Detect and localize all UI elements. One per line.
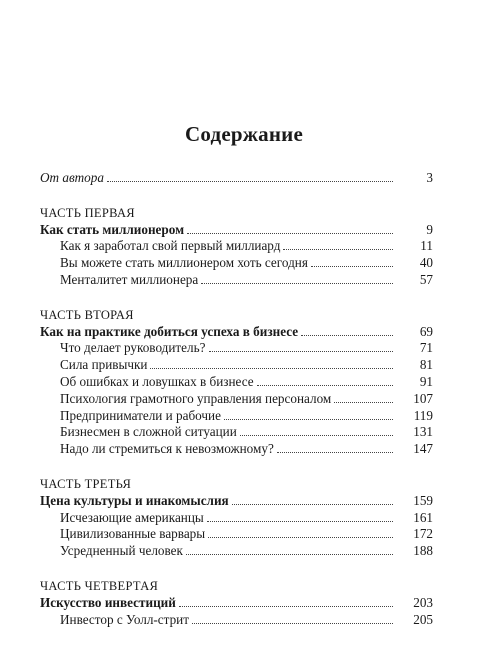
- part-heading-label: ЧАСТЬ ТРЕТЬЯ: [40, 476, 132, 491]
- part-heading-3: [40, 476, 433, 493]
- dot-leader: [334, 392, 393, 403]
- toc-entry-section[interactable]: [40, 441, 433, 458]
- toc-title: Содержание: [185, 122, 303, 146]
- toc-entry-label: Как на практике добиться успеха в бизнесе: [40, 323, 299, 339]
- toc-entry-label: Исчезающие американцы: [60, 509, 204, 525]
- dot-leader: [186, 544, 393, 555]
- part-heading-label: ЧАСТЬ ПЕРВАЯ: [40, 205, 135, 220]
- part-heading-label: ЧАСТЬ ВТОРАЯ: [40, 307, 134, 322]
- dot-leader: [192, 613, 393, 624]
- toc-entry-page: 147: [413, 441, 433, 457]
- toc-entry-page: 161: [413, 509, 433, 525]
- toc-entry-label: Об ошибках и ловушках в бизнесе: [60, 373, 254, 389]
- toc-entry-label: Инвестор с Уолл-стрит: [60, 611, 190, 627]
- toc-entry-section[interactable]: [40, 340, 433, 357]
- toc-entry-page: 131: [413, 424, 433, 440]
- part-heading-1: [40, 205, 433, 222]
- toc-entry-chapter[interactable]: [40, 222, 433, 239]
- toc-entry-label: Сила привычки: [60, 357, 148, 373]
- toc-entry-section[interactable]: [40, 238, 433, 255]
- toc-entry-page: 11: [420, 238, 433, 254]
- dot-leader: [150, 358, 393, 369]
- dot-leader: [209, 341, 394, 352]
- toc-entry-section[interactable]: [40, 424, 433, 441]
- dot-leader: [187, 223, 393, 234]
- toc-entry-section[interactable]: [40, 272, 433, 289]
- part-heading-label: ЧАСТЬ ЧЕТВЕРТАЯ: [40, 578, 159, 593]
- toc-entry-page: 71: [419, 340, 433, 356]
- dot-leader: [311, 256, 393, 267]
- dot-leader: [232, 494, 393, 505]
- toc-entry-chapter[interactable]: [40, 324, 433, 341]
- toc-entry-page: 205: [413, 611, 433, 627]
- toc-entry-page: 81: [419, 357, 433, 373]
- dot-leader: [208, 527, 393, 538]
- toc-entry-label: Предприниматели и рабочие: [60, 407, 221, 423]
- dot-leader: [224, 409, 393, 420]
- toc-entry-label: Менталитет миллионера: [60, 271, 199, 287]
- toc-entry-page: 57: [419, 271, 433, 287]
- toc-entry-label: Искусство инвестиций: [40, 594, 176, 610]
- dot-leader: [301, 325, 393, 336]
- toc-entry-label: Надо ли стремиться к невозможному?: [60, 441, 274, 457]
- dot-leader: [107, 171, 393, 182]
- toc-entry-page: 40: [419, 255, 433, 271]
- toc-entry-page: 119: [413, 407, 433, 423]
- toc-entry-label: Как стать миллионером: [40, 221, 185, 237]
- dot-leader: [257, 375, 393, 386]
- toc-entry-page: 188: [413, 543, 433, 559]
- toc-entry-label: От автора: [40, 170, 104, 185]
- part-heading-4: [40, 578, 433, 595]
- dot-leader: [277, 442, 393, 453]
- toc-entry-page: 3: [426, 170, 433, 185]
- toc-entry-chapter[interactable]: [40, 595, 433, 612]
- dot-leader: [201, 273, 393, 284]
- toc-entry-section[interactable]: [40, 391, 433, 408]
- toc-entry-foreword[interactable]: [40, 170, 433, 187]
- toc-entry-label: Цивилизованные варвары: [60, 526, 206, 542]
- toc-entry-section[interactable]: [40, 543, 433, 560]
- toc-entry-label: Бизнесмен в сложной ситуации: [60, 424, 237, 440]
- dot-leader: [207, 511, 393, 522]
- toc-entry-section[interactable]: [40, 612, 433, 629]
- toc-entry-chapter[interactable]: [40, 493, 433, 510]
- toc-entry-section[interactable]: [40, 408, 433, 425]
- dot-leader: [240, 425, 393, 436]
- toc-entry-section[interactable]: [40, 510, 433, 527]
- toc-entry-page: 159: [413, 492, 433, 508]
- toc-entry-page: 107: [413, 390, 433, 406]
- toc-entry-section[interactable]: [40, 357, 433, 374]
- toc-entry-page: 9: [426, 221, 433, 237]
- toc-entry-label: Усредненный человек: [60, 543, 183, 559]
- toc-entry-label: Цена культуры и инакомыслия: [40, 492, 229, 508]
- toc-entry-page: 91: [419, 373, 433, 389]
- toc-entry-page: 172: [413, 526, 433, 542]
- toc-entry-label: Что делает руководитель?: [60, 340, 206, 356]
- toc-entry-page: 69: [419, 323, 433, 339]
- part-heading-2: [40, 307, 433, 324]
- toc-entry-label: Психология грамотного управления персоналом: [60, 390, 332, 406]
- toc-entry-label: Вы можете стать миллионером хоть сегодня: [60, 255, 308, 271]
- toc-entry-label: Как я заработал свой первый миллиард: [60, 238, 281, 254]
- dot-leader: [283, 239, 393, 250]
- toc-entry-section[interactable]: [40, 255, 433, 272]
- toc-entry-section[interactable]: [40, 374, 433, 391]
- dot-leader: [179, 596, 393, 607]
- toc-entry-section[interactable]: [40, 526, 433, 543]
- toc-entry-page: 203: [413, 594, 433, 610]
- table-of-contents: [40, 170, 433, 628]
